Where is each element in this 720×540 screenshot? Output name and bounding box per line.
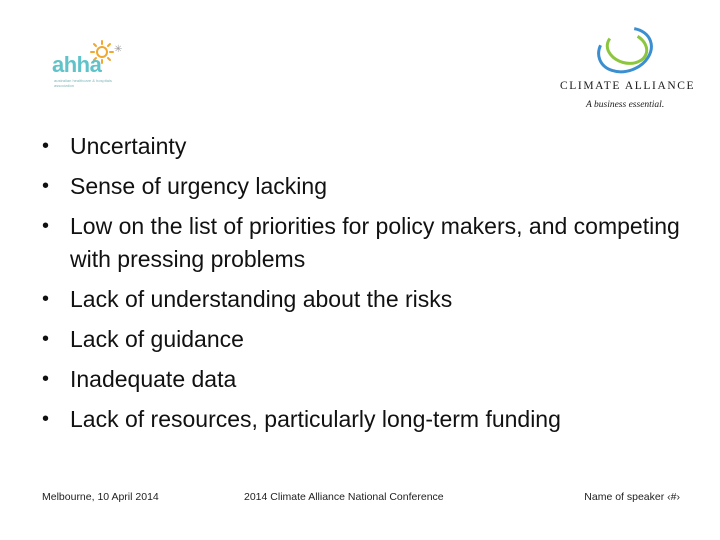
ahha-logo-text: ahha [52, 52, 102, 77]
bullet-item: • Sense of urgency lacking [40, 170, 680, 203]
footer-conference-title: 2014 Climate Alliance National Conference [244, 491, 444, 503]
bullet-item: • Low on the list of priorities for policy makers, and competing with pressing problems [40, 210, 680, 276]
bullet-item: • Lack of resources, particularly long-term funding [40, 403, 680, 436]
bullet-list [40, 130, 680, 443]
bullet-icon: • [42, 288, 50, 310]
bullet-icon: • [42, 368, 50, 390]
bullet-icon: • [42, 215, 50, 237]
footer-speaker: Name of speaker ‹#› [584, 491, 680, 503]
bullet-icon: • [42, 328, 50, 350]
bullet-icon: • [42, 408, 50, 430]
bullet-item: • Lack of understanding about the risks [40, 283, 680, 316]
svg-text:✳: ✳ [114, 44, 123, 55]
bullet-item: • Uncertainty [40, 130, 680, 163]
ahha-logo-subtext: australian healthcare & hospitals association [54, 78, 112, 88]
climate-alliance-logo [552, 22, 700, 118]
bullet-item: • Lack of guidance [40, 323, 680, 356]
rings-icon [592, 22, 658, 78]
footer-date-location: Melbourne, 10 April 2014 [42, 491, 159, 503]
bullet-icon: • [42, 175, 50, 197]
ahha-logo [52, 40, 132, 100]
climate-alliance-name: CLIMATE ALLIANCE [560, 80, 696, 92]
bullet-item: • Inadequate data [40, 363, 680, 396]
bullet-icon: • [42, 135, 50, 157]
climate-alliance-tagline: A business essential. [586, 100, 665, 110]
